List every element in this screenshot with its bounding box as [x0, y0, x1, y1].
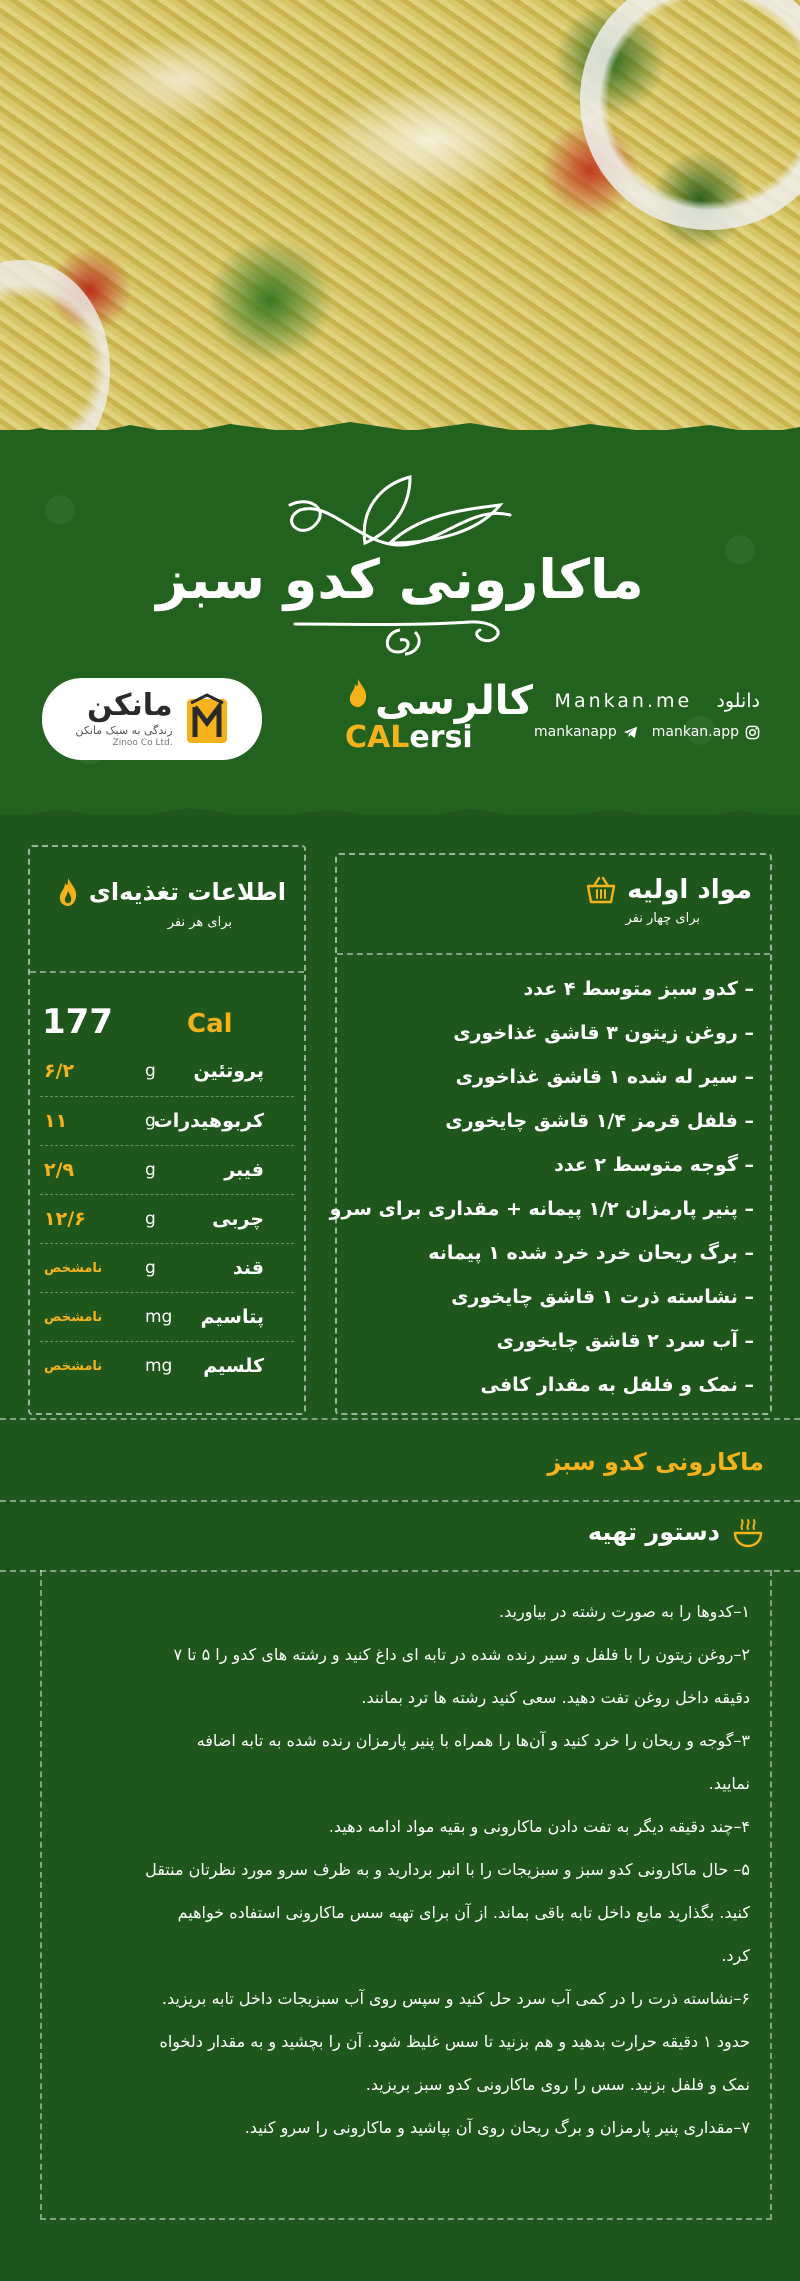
nutrient-value: ۶/۲ [44, 1060, 75, 1082]
nutrient-value: نامشخص [44, 1359, 103, 1374]
divider [0, 1418, 800, 1420]
nutrient-unit: mg [145, 1356, 173, 1376]
swirl-ornament-icon [290, 612, 510, 662]
instagram-link[interactable] [652, 724, 760, 740]
flame-icon [55, 877, 81, 907]
ingredient-item: – پنیر پارمزان ۱/۲ پیمانه + مقداری برای سرو [329, 1198, 754, 1220]
nutrient-value: ۲/۹ [44, 1159, 75, 1181]
nutrient-value: ۱۱ [44, 1110, 68, 1132]
step-line: ۴–چند دقیقه دیگر به تفت دادن ماکارونی و بقیه مواد ادامه دهید. [328, 1817, 750, 1836]
download-info [534, 690, 760, 740]
nutrient-name: کربوهیدرات [153, 1110, 264, 1132]
nutrition-card [28, 845, 306, 1415]
ingredients-title-row [585, 875, 752, 905]
nutrient-row [40, 1341, 294, 1390]
ingredients-header [585, 875, 752, 926]
divider [30, 971, 304, 973]
download-site-link[interactable]: Mankan.me [554, 690, 693, 712]
nutrition-title-row [55, 877, 286, 907]
instagram-icon [745, 725, 760, 740]
nutrient-row [40, 1292, 294, 1341]
logo-text [75, 687, 173, 748]
calories-row [42, 1002, 292, 1042]
step-line: ۵– حال ماکارونی کدو سبز و سبزیجات را با انبر بردارید و به ظرف سرو مورد نظرتان منتقل [145, 1860, 750, 1879]
step-line: ۷–مقداری پنیر پارمزان و برگ ریحان روی آن بپاشید و ماکارونی را سرو کنید. [244, 2118, 750, 2137]
ingredient-item: – نمک و فلفل به مقدار کافی [480, 1374, 754, 1396]
ingredients-list [329, 967, 754, 1407]
calersi-latin [345, 720, 473, 755]
telegram-link[interactable] [534, 724, 638, 740]
step-line: نمک و فلفل بزنید. سس را روی ماکارونی کدو سبز بریزید. [365, 2075, 750, 2094]
logo-company: Zinoo Co Ltd. [112, 737, 173, 748]
step-line: ۱–کدوها را به صورت رشته در بیاورید. [499, 1602, 750, 1621]
step-line: کرد. [721, 1946, 750, 1965]
step-line: ۲–روغن زیتون را با فلفل و سیر رنده شده در تابه ای داغ کنید و رشته های کدو را ۵ تا ۷ [173, 1645, 750, 1664]
step-line: ۶–نشاسته ذرت را در کمی آب سرد حل کنید و سپس روی آب سبزیجات داخل تابه بریزید. [161, 1989, 750, 2008]
calories-unit: Cal [187, 1009, 233, 1039]
telegram-icon [623, 725, 638, 740]
mankan-logo[interactable] [42, 678, 262, 760]
flame-icon [347, 678, 369, 708]
steps-title: دستور تهیه [587, 1518, 720, 1546]
ingredient-item: – سیر له شده ۱ قاشق غذاخوری [455, 1066, 754, 1088]
ingredients-subtitle: برای چهار نفر [625, 911, 700, 926]
nutrient-row [40, 1047, 294, 1096]
ingredient-item: – کدو سبز متوسط ۴ عدد [523, 978, 754, 1000]
download-label: دانلود [716, 690, 760, 712]
nutrient-name: فیبر [224, 1159, 264, 1181]
nutrient-unit: g [145, 1111, 156, 1131]
plate-rim [580, 0, 800, 230]
ingredients-card [329, 853, 772, 1415]
nutrient-name: چربی [212, 1208, 264, 1230]
steps-text [64, 1590, 750, 2149]
mankan-mark-icon [185, 693, 229, 745]
nutrient-unit: g [145, 1061, 156, 1081]
divider [0, 1500, 800, 1502]
nutrition-subtitle: برای هر نفر [167, 915, 232, 930]
nutrient-unit: g [145, 1209, 156, 1229]
nutrient-row [40, 1243, 294, 1292]
step-line: حدود ۱ دقیقه حرارت بدهید و هم بزنید تا سس غلیظ شود. آن را بچشید و به مقدار دلخواه [159, 2032, 750, 2051]
step-line: ۳–گوجه و ریحان را خرد کنید و آن‌ها را همراه با پنیر پارمزان رنده شده به تابه اضافه [196, 1731, 750, 1750]
nutrient-unit: mg [145, 1307, 173, 1327]
nutrient-name: پتاسیم [200, 1306, 264, 1328]
nutrient-unit: g [145, 1160, 156, 1180]
ingredient-item: – نشاسته ذرت ۱ قاشق چایخوری [451, 1286, 754, 1308]
steaming-bowl-icon [732, 1515, 764, 1549]
ingredient-item: – روغن زیتون ۳ قاشق غذاخوری [453, 1022, 754, 1044]
basket-icon [585, 875, 617, 905]
step-line: کنید. بگذارید مایع داخل تابه باقی بماند. از آن برای تهیه سس ماکارونی استفاده خواهیم [177, 1903, 750, 1922]
calersi-farsi: کالرسی [375, 678, 533, 724]
steps-header [588, 1515, 764, 1549]
nutrient-value: نامشخص [44, 1310, 103, 1325]
step-line: دقیقه داخل روغن تفت دهید. سعی کنید رشته ها ترد بمانند. [361, 1688, 750, 1707]
page-title: ماکارونی کدو سبز [156, 548, 644, 611]
nutrition-title: اطلاعات تغذیه‌ای [88, 878, 286, 906]
telegram-handle: mankanapp [534, 724, 617, 740]
instagram-handle: mankan.app [651, 724, 739, 740]
ingredients-title: مواد اولیه [627, 875, 752, 905]
nutrient-value: ۱۲/۶ [44, 1208, 86, 1230]
divider [337, 953, 770, 955]
social-row [534, 724, 760, 740]
nutrient-row [40, 1145, 294, 1194]
nutrient-row [40, 1194, 294, 1243]
nutrient-name: قند [232, 1257, 264, 1279]
nutrient-name: پروتئین [193, 1060, 264, 1082]
logo-tagline: زندگی به سبک مانکن [75, 723, 173, 737]
calersi-cal: CAL [345, 720, 410, 755]
nutrition-table [40, 1047, 294, 1390]
download-row [534, 690, 760, 712]
nutrient-value: نامشخص [44, 1261, 103, 1276]
hero-food-photo [0, 0, 800, 470]
ingredient-item: – فلفل قرمز ۱/۴ قاشق چایخوری [445, 1110, 754, 1132]
nutrition-header [55, 877, 286, 930]
nutrient-row [40, 1096, 294, 1145]
recipe-title: ماکارونی کدو سبز [547, 1448, 764, 1476]
calories-value: 177 [42, 1002, 113, 1042]
ingredient-item: – برگ ریحان خرد خرد شده ۱ پیمانه [428, 1242, 754, 1264]
nutrient-name: کلسیم [203, 1355, 264, 1377]
ingredient-item: – آب سرد ۲ قاشق چایخوری [496, 1330, 754, 1352]
step-line: نمایید. [708, 1774, 750, 1793]
ingredient-item: – گوجه متوسط ۲ عدد [554, 1154, 754, 1176]
logo-name: مانکن [87, 687, 173, 723]
nutrient-unit: g [145, 1258, 156, 1278]
calersi-ersi: ersi [409, 720, 473, 755]
